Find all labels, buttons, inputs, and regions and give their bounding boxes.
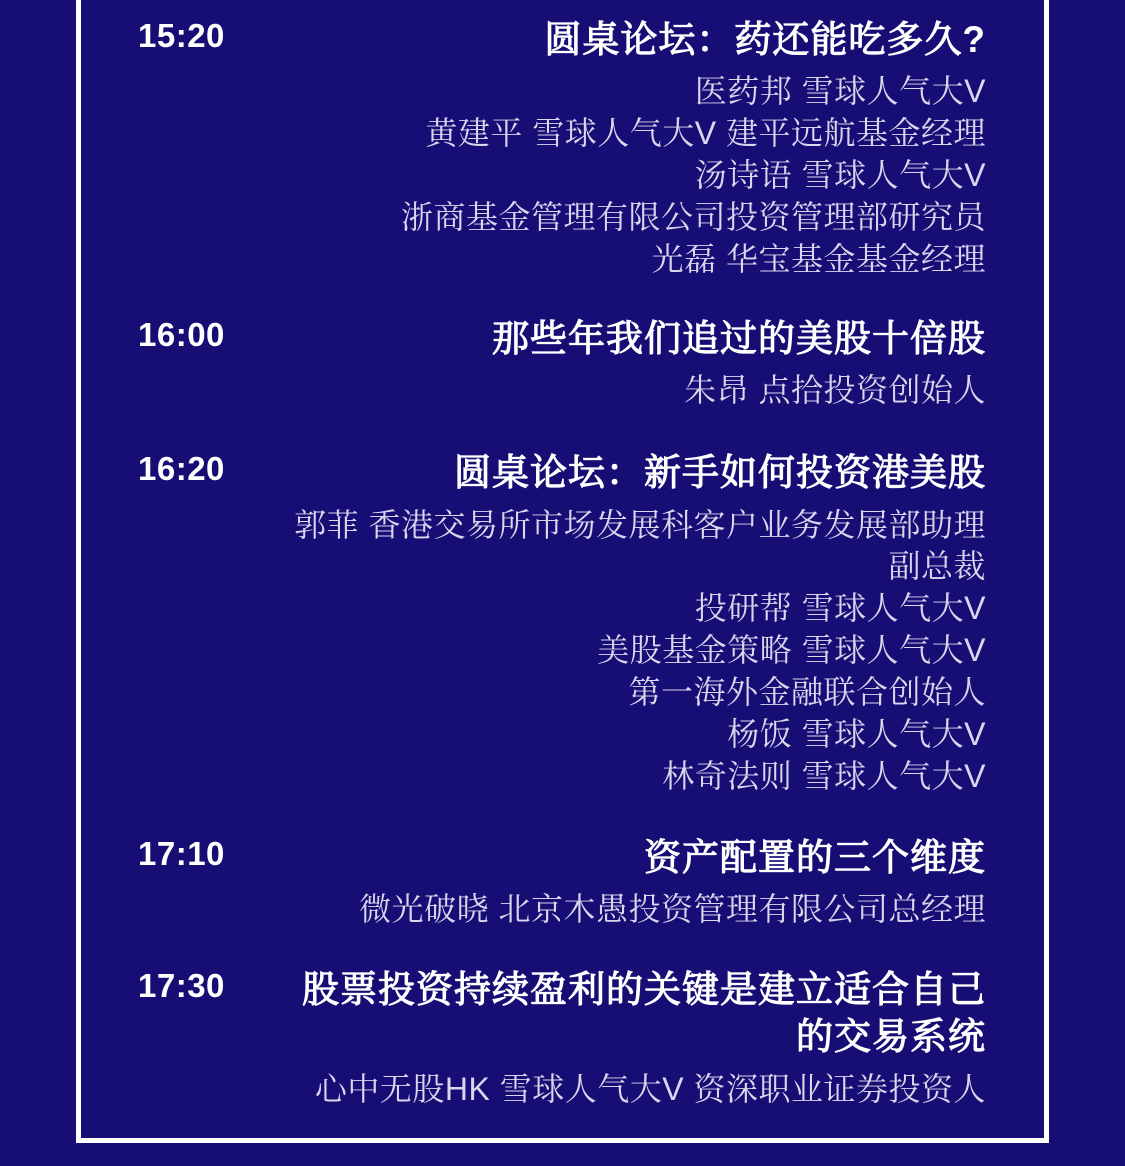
session-title: 圆桌论坛：新手如何投资港美股 xyxy=(454,452,986,494)
session-time: 15:20 xyxy=(138,17,225,54)
schedule-row xyxy=(76,412,1049,798)
session-title: 股票投资持续盈利的关键是建立适合自己的交易系统 xyxy=(302,969,986,1058)
schedule-list xyxy=(76,0,1049,1111)
session-entry xyxy=(273,449,986,798)
session-entry xyxy=(273,834,986,931)
session-speaker: 医药邦 雪球人气大V xyxy=(694,73,986,110)
session-time: 16:20 xyxy=(138,450,225,488)
session-speaker: 汤诗语 雪球人气大V xyxy=(694,157,986,194)
session-title: 圆桌论坛：药还能吃多久? xyxy=(544,19,986,60)
session-speaker: 黄建平 雪球人气大V 建平远航基金经理 xyxy=(425,115,986,152)
session-entry xyxy=(273,966,986,1111)
session-speaker: 浙商基金管理有限公司投资管理部研究员 xyxy=(400,199,986,236)
session-entry xyxy=(273,315,986,412)
session-speaker: 光磊 华宝基金基金经理 xyxy=(651,240,986,277)
session-speaker: 林奇法则 雪球人气大V xyxy=(662,757,986,794)
session-time: 17:10 xyxy=(138,834,225,872)
schedule-row xyxy=(76,931,1049,1111)
session-speaker: 微光破晓 北京木愚投资管理有限公司总经理 xyxy=(359,891,986,928)
session-time: 16:00 xyxy=(138,315,225,353)
session-speaker: 郭菲 香港交易所市场发展科客户业务发展部助理副总裁 xyxy=(294,506,986,585)
session-title: 那些年我们追过的美股十倍股 xyxy=(492,317,986,359)
session-speaker: 美股基金策略 雪球人气大V xyxy=(597,632,986,669)
session-time: 17:30 xyxy=(138,967,225,1005)
schedule-row xyxy=(76,798,1049,931)
schedule-row xyxy=(76,281,1049,412)
session-speaker: 杨饭 雪球人气大V xyxy=(727,716,986,753)
session-speaker: 投研帮 雪球人气大V xyxy=(694,590,986,627)
session-title: 资产配置的三个维度 xyxy=(644,836,986,878)
session-speaker: 第一海外金融联合创始人 xyxy=(628,674,986,711)
schedule-row xyxy=(76,0,1049,281)
session-speaker: 朱昂 点拾投资创始人 xyxy=(684,372,986,409)
session-entry xyxy=(273,16,986,281)
session-speaker: 心中无股HK 雪球人气大V 资深职业证券投资人 xyxy=(314,1070,986,1107)
